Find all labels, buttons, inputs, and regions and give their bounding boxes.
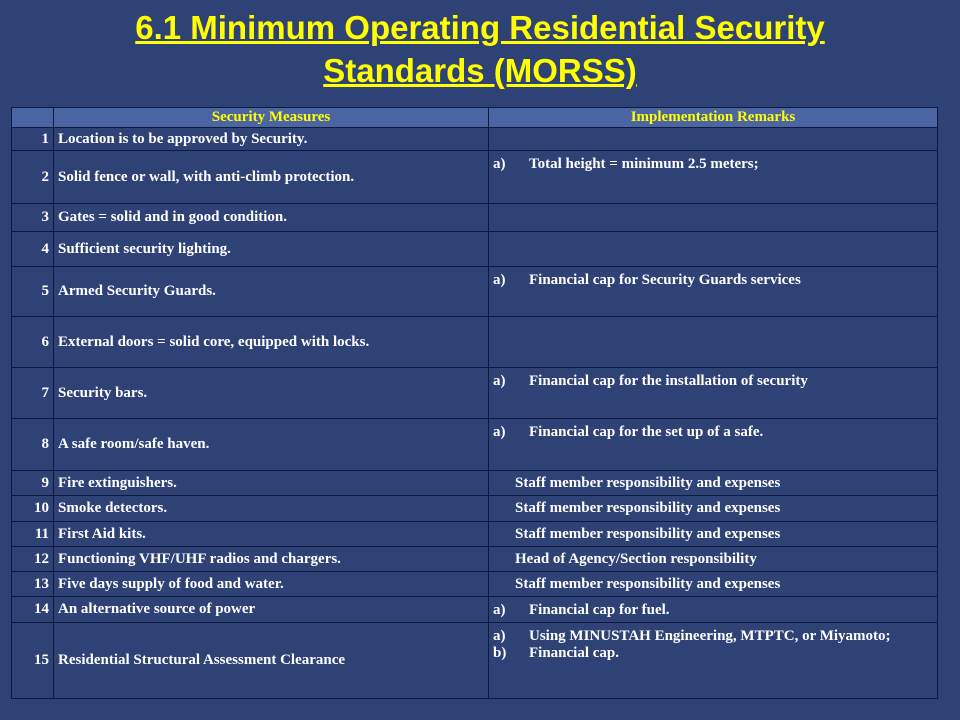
header-security-measures: Security Measures bbox=[54, 108, 489, 128]
remark-item-label: a) bbox=[493, 602, 506, 618]
row-number: 5 bbox=[12, 267, 54, 317]
implementation-remark bbox=[489, 597, 938, 623]
row-number: 4 bbox=[12, 232, 54, 267]
remark-item-text: Financial cap for the set up of a safe. bbox=[529, 424, 764, 440]
row-number: 1 bbox=[12, 128, 54, 151]
security-measure: Five days supply of food and water. bbox=[54, 572, 489, 597]
implementation-remark bbox=[489, 368, 938, 419]
remark-item-text: Using MINUSTAH Engineering, MTPTC, or Miyamoto; bbox=[529, 628, 891, 644]
implementation-remark bbox=[489, 151, 938, 204]
table-header-row bbox=[12, 108, 938, 128]
implementation-remark bbox=[489, 204, 938, 232]
table-row bbox=[12, 317, 938, 368]
implementation-remark bbox=[489, 267, 938, 317]
row-number: 6 bbox=[12, 317, 54, 368]
remark-item bbox=[493, 424, 933, 441]
remark-item bbox=[493, 645, 933, 662]
remark-item bbox=[493, 156, 933, 173]
security-measure: Residential Structural Assessment Clearance bbox=[54, 623, 489, 699]
security-measure: Armed Security Guards. bbox=[54, 267, 489, 317]
row-number: 3 bbox=[12, 204, 54, 232]
page-title-line-1: 6.1 Minimum Operating Residential Security bbox=[135, 9, 825, 46]
table-row bbox=[12, 419, 938, 471]
remark-item bbox=[493, 602, 933, 619]
row-number: 12 bbox=[12, 547, 54, 572]
remark-item bbox=[493, 272, 933, 289]
table-row bbox=[12, 572, 938, 597]
table-row bbox=[12, 267, 938, 317]
remark-item-label: a) bbox=[493, 628, 506, 644]
implementation-remark: Staff member responsibility and expenses bbox=[489, 496, 938, 522]
security-measure: External doors = solid core, equipped with locks. bbox=[54, 317, 489, 368]
header-implementation-remarks: Implementation Remarks bbox=[489, 108, 938, 128]
table-row bbox=[12, 368, 938, 419]
security-measure: Security bars. bbox=[54, 368, 489, 419]
implementation-remark bbox=[489, 623, 938, 699]
security-measure: Functioning VHF/UHF radios and chargers. bbox=[54, 547, 489, 572]
security-measure: Gates = solid and in good condition. bbox=[54, 204, 489, 232]
security-measure: A safe room/safe haven. bbox=[54, 419, 489, 471]
security-measure: Sufficient security lighting. bbox=[54, 232, 489, 267]
row-number: 13 bbox=[12, 572, 54, 597]
security-measure: Location is to be approved by Security. bbox=[54, 128, 489, 151]
table-row bbox=[12, 597, 938, 623]
page-title-line-2: Standards (MORSS) bbox=[323, 52, 637, 89]
remark-item-label: a) bbox=[493, 156, 506, 172]
implementation-remark: Staff member responsibility and expenses bbox=[489, 471, 938, 496]
remark-item-label: a) bbox=[493, 373, 506, 389]
table-row bbox=[12, 623, 938, 699]
remark-item-label: a) bbox=[493, 424, 506, 440]
row-number: 8 bbox=[12, 419, 54, 471]
remark-item-text: Financial cap for Security Guards services bbox=[529, 272, 801, 288]
row-number: 9 bbox=[12, 471, 54, 496]
table-row bbox=[12, 204, 938, 232]
implementation-remark bbox=[489, 128, 938, 151]
morss-table bbox=[11, 107, 938, 699]
implementation-remark bbox=[489, 232, 938, 267]
remark-item bbox=[493, 373, 933, 390]
table-row bbox=[12, 496, 938, 522]
implementation-remark bbox=[489, 317, 938, 368]
implementation-remark: Head of Agency/Section responsibility bbox=[489, 547, 938, 572]
security-measure: First Aid kits. bbox=[54, 522, 489, 547]
implementation-remark bbox=[489, 419, 938, 471]
security-measure: An alternative source of power bbox=[54, 597, 489, 623]
remark-item-text: Financial cap. bbox=[529, 645, 620, 661]
row-number: 2 bbox=[12, 151, 54, 204]
table-row bbox=[12, 522, 938, 547]
table-row bbox=[12, 232, 938, 267]
security-measure: Solid fence or wall, with anti-climb protection. bbox=[54, 151, 489, 204]
remark-item-text: Total height = minimum 2.5 meters; bbox=[529, 156, 759, 172]
remark-item-text: Financial cap for the installation of security bbox=[529, 373, 808, 389]
row-number: 15 bbox=[12, 623, 54, 699]
row-number: 14 bbox=[12, 597, 54, 623]
header-number bbox=[12, 108, 54, 128]
row-number: 11 bbox=[12, 522, 54, 547]
row-number: 7 bbox=[12, 368, 54, 419]
page-title bbox=[0, 6, 960, 92]
table-row bbox=[12, 128, 938, 151]
table-row bbox=[12, 547, 938, 572]
remark-item-text: Financial cap for fuel. bbox=[529, 602, 670, 618]
row-number: 10 bbox=[12, 496, 54, 522]
security-measure: Smoke detectors. bbox=[54, 496, 489, 522]
remark-item-label: a) bbox=[493, 272, 506, 288]
implementation-remark: Staff member responsibility and expenses bbox=[489, 572, 938, 597]
table-row bbox=[12, 471, 938, 496]
table-row bbox=[12, 151, 938, 204]
security-measure: Fire extinguishers. bbox=[54, 471, 489, 496]
remark-item-label: b) bbox=[493, 645, 507, 661]
remark-item bbox=[493, 628, 933, 645]
implementation-remark: Staff member responsibility and expenses bbox=[489, 522, 938, 547]
